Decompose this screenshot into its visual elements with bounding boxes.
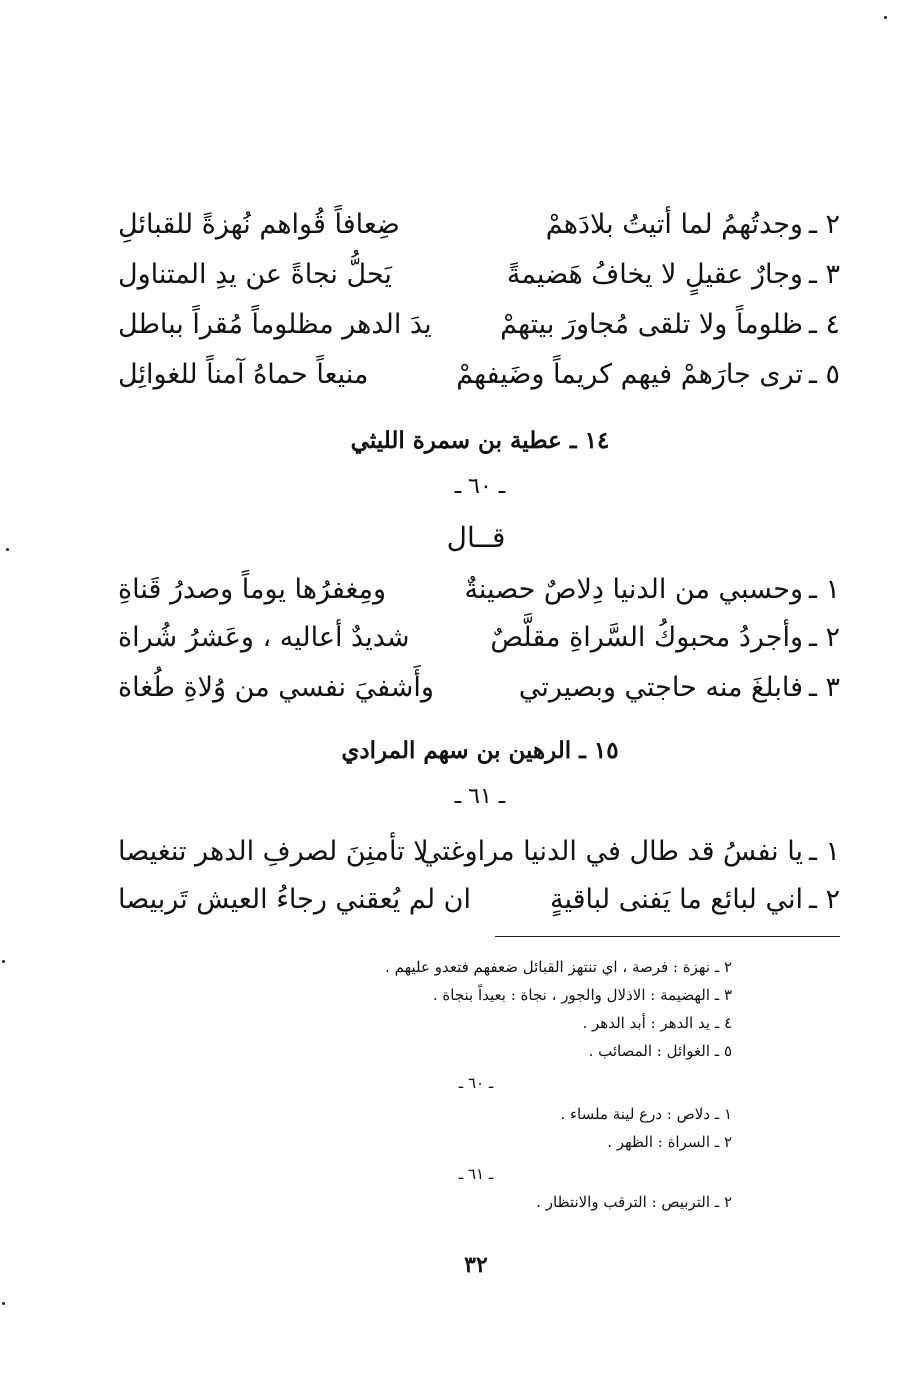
scan-speck bbox=[2, 960, 5, 963]
footnote: ٢ ـ السراة : الظهر . bbox=[607, 1133, 732, 1151]
verse-line bbox=[118, 880, 840, 920]
verse-line bbox=[118, 355, 840, 395]
verse-sadr-text: ترى جارَهمْ فيهم كريماً وضَيفهمْ bbox=[456, 359, 803, 390]
footnote-poem-separator: ـ ٦١ ـ bbox=[458, 1165, 494, 1183]
poem-number: ـ ٦١ ـ bbox=[454, 784, 506, 809]
verse-number: ٥ ـ bbox=[808, 359, 840, 390]
verse-sadr-text: فابلغَ منه حاجتي وبصيرتي bbox=[518, 672, 803, 703]
footnote: ٢ ـ التربيص : الترقب والانتظار . bbox=[536, 1193, 732, 1211]
footnote: ١ ـ دلاص : درع لينة ملساء . bbox=[560, 1105, 732, 1123]
verse-first-hemistich bbox=[500, 305, 840, 345]
verse-number: ١ ـ bbox=[808, 574, 840, 605]
verse-first-hemistich bbox=[490, 618, 840, 658]
qala-label: قــال bbox=[446, 521, 506, 554]
verse-sadr-text: اني لبائع ما يَفنى لباقيةٍ bbox=[550, 884, 803, 915]
verse-second-hemistich: لا تأمنِنَ لصرفِ الدهر تنغيصا bbox=[118, 836, 429, 867]
verse-first-hemistich bbox=[500, 880, 840, 920]
poet-heading: ١٤ ـ عطية بن سمرة الليثي bbox=[350, 427, 610, 454]
verse-line bbox=[118, 832, 840, 872]
verse-first-hemistich bbox=[464, 570, 840, 610]
verse-second-hemistich: منيعاً حماهُ آمناً للغوائِل bbox=[118, 359, 369, 390]
verse-second-hemistich: وأَشفيَ نفسي من وُلاةِ طُغاة bbox=[118, 672, 434, 703]
verse-line bbox=[118, 255, 840, 295]
verse-second-hemistich: ان لم يُعقني رجاءُ العيش تَربيصا bbox=[118, 884, 471, 915]
verse-line bbox=[118, 570, 840, 610]
verse-number: ٤ ـ bbox=[808, 309, 840, 340]
verse-number: ٢ ـ bbox=[808, 884, 840, 915]
page-number: ٣٢ bbox=[464, 1252, 488, 1278]
verse-second-hemistich: يَحلُّ نجاةً عن يدِ المتناول bbox=[118, 259, 392, 290]
verse-first-hemistich bbox=[419, 832, 840, 872]
verse-line bbox=[118, 668, 840, 708]
verse-first-hemistich bbox=[500, 668, 840, 708]
footnote: ٢ ـ نهزة : فرصة ، اي تنتهز القبائل ضعفهم فتعدو عليهم . bbox=[385, 958, 732, 976]
verse-sadr-text: يا نفسُ قد طال في الدنيا مراوغتي bbox=[419, 836, 803, 867]
verse-sadr-text: وأجردُ محبوكُ السَّراةِ مقلَّصٌ bbox=[490, 622, 803, 653]
footnote: ٣ ـ الهضيمة : الاذلال والجور ، نجاة : بعيداً بنجاة . bbox=[432, 986, 732, 1004]
verse-number: ١ ـ bbox=[808, 836, 840, 867]
poet-heading: ١٥ ـ الرهين بن سهم المرادي bbox=[341, 737, 619, 764]
verse-first-hemistich bbox=[500, 255, 840, 295]
verse-second-hemistich: ومِغفرُها يوماً وصدرُ قَناةِ bbox=[118, 574, 387, 605]
scan-speck bbox=[6, 548, 9, 551]
footnote: ٤ ـ يد الدهر : أبد الدهر . bbox=[582, 1014, 732, 1032]
verse-sadr-text: وجارٌ عقيلٍ لا يخافُ هَضيمةً bbox=[506, 259, 803, 290]
verse-first-hemistich bbox=[456, 355, 840, 395]
footnote-poem-separator: ـ ٦٠ ـ bbox=[458, 1074, 494, 1092]
footnote-divider bbox=[495, 936, 840, 937]
scan-speck bbox=[2, 1302, 5, 1305]
verse-second-hemistich: يدَ الدهر مظلوماً مُقراً بباطل bbox=[118, 309, 432, 340]
poem-number: ـ ٦٠ ـ bbox=[454, 474, 506, 499]
verse-line bbox=[118, 618, 840, 658]
verse-number: ٢ ـ bbox=[808, 209, 840, 240]
verse-sadr-text: وجدتُهمُ لما أتيتُ بلادَهمْ bbox=[545, 209, 803, 240]
footnote: ٥ ـ الغوائل : المصائب . bbox=[588, 1042, 732, 1060]
verse-number: ٣ ـ bbox=[808, 259, 840, 290]
verse-second-hemistich: شديدٌ أعاليه ، وعَشرُ شُراة bbox=[118, 622, 410, 653]
verse-sadr-text: ظلوماً ولا تلقى مُجاورَ بيتهمْ bbox=[500, 309, 803, 340]
scan-speck bbox=[884, 16, 887, 19]
verse-sadr-text: وحسبي من الدنيا دِلاصٌ حصينةٌ bbox=[464, 574, 803, 605]
verse-first-hemistich bbox=[500, 205, 840, 245]
verse-line bbox=[118, 205, 840, 245]
verse-line bbox=[118, 305, 840, 345]
verse-number: ٣ ـ bbox=[808, 672, 840, 703]
verse-number: ٢ ـ bbox=[808, 622, 840, 653]
verse-second-hemistich: ضِعافاً قُواهم نُهزةً للقبائلِ bbox=[118, 209, 400, 240]
